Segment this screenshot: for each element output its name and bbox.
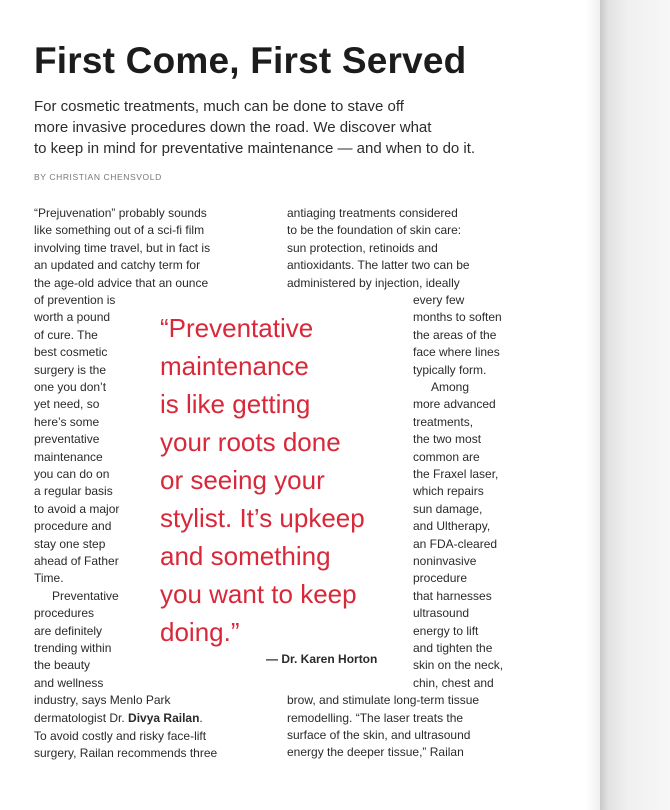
body-line xyxy=(34,710,203,727)
body-line: Among xyxy=(431,380,470,394)
body-line: sun damage, xyxy=(413,501,483,516)
dek-line: more invasive procedures down the road. We discover what xyxy=(34,119,432,136)
body-line: which repairs xyxy=(413,484,484,499)
body-line: are definitely xyxy=(34,623,103,638)
body-line: Time. xyxy=(34,571,64,586)
body-line: and Ultherapy, xyxy=(413,519,491,534)
body-line: antioxidants. The latter two can be xyxy=(287,258,470,273)
body-line: that harnesses xyxy=(413,588,492,603)
body-line: a regular basis xyxy=(34,484,113,499)
body-line: every few xyxy=(413,293,465,307)
body-line: procedures xyxy=(34,606,95,621)
pull-quote-line: and something xyxy=(160,541,331,571)
body-line: of cure. The xyxy=(34,327,98,342)
pull-quote-line: your roots done xyxy=(160,427,341,457)
pull-quote-line: stylist. It’s upkeep xyxy=(160,503,365,533)
body-line: yet need, so xyxy=(34,397,100,412)
body-line: an FDA-cleared xyxy=(413,536,498,551)
body-text: dermatologist Dr. xyxy=(34,711,129,725)
body-line: stay one step xyxy=(34,536,106,551)
body-line: surgery, Railan recommends three xyxy=(34,746,218,760)
body-line: best cosmetic xyxy=(34,345,108,360)
body-line: you can do on xyxy=(34,467,110,481)
article-dek xyxy=(34,96,574,159)
dek-line: For cosmetic treatments, much can be done to stave off xyxy=(34,98,404,115)
body-line: an updated and catchy term for xyxy=(34,258,201,273)
body-line: treatments, xyxy=(413,414,474,429)
body-line: the Fraxel laser, xyxy=(413,467,499,481)
body-line: more advanced xyxy=(413,397,496,412)
body-line: one you don’t xyxy=(34,380,107,394)
page-gutter xyxy=(600,0,670,810)
body-line: sun protection, retinoids and xyxy=(287,240,438,255)
body-line: energy the deeper tissue,” Railan xyxy=(287,745,464,760)
dermatologist-name: Divya Railan xyxy=(128,711,200,725)
body-line: To avoid costly and risky face-lift xyxy=(34,729,207,743)
body-line: the two most xyxy=(413,432,482,447)
body-line: brow, and stimulate long-term tissue xyxy=(287,693,480,708)
body-line: preventative xyxy=(34,432,100,447)
pull-quote xyxy=(160,309,405,651)
body-line: maintenance xyxy=(34,449,103,464)
body-line: the areas of the xyxy=(413,327,497,342)
body-line: to avoid a major xyxy=(34,501,120,516)
pull-quote-line: you want to keep xyxy=(160,579,357,609)
article-headline: First Come, First Served xyxy=(34,40,467,81)
pull-quote-line: is like getting xyxy=(160,389,311,419)
pull-quote-line: maintenance xyxy=(160,351,309,381)
body-line: here’s some xyxy=(34,414,100,429)
article-byline: BY CHRISTIAN CHENSVOLD xyxy=(34,172,162,182)
body-line: industry, says Menlo Park xyxy=(34,693,171,708)
body-line: remodelling. “The laser treats the xyxy=(287,710,464,725)
body-line: worth a pound xyxy=(34,310,111,325)
body-line: Preventative xyxy=(52,588,119,603)
body-line: surgery is the xyxy=(34,362,107,377)
body-line: procedure and xyxy=(34,519,112,534)
body-line: the age-old advice that an ounce xyxy=(34,275,209,290)
body-line: of prevention is xyxy=(34,293,116,307)
body-line: procedure xyxy=(413,571,468,586)
dek-line: to keep in mind for preventative maintenance — and when to do it. xyxy=(34,140,476,157)
body-line: administered by injection, ideally xyxy=(287,275,460,290)
pull-quote-line: or seeing your xyxy=(160,465,325,495)
body-line: common are xyxy=(413,449,480,464)
body-line: and wellness xyxy=(34,675,104,690)
body-line: “Prejuvenation” probably sounds xyxy=(34,206,207,220)
page-fold-shadow xyxy=(585,0,600,810)
body-line: the beauty xyxy=(34,658,91,673)
body-line: ultrasound xyxy=(413,606,470,621)
body-text: . xyxy=(199,711,203,725)
body-line: noninvasive xyxy=(413,554,477,568)
pull-quote-attribution: — Dr. Karen Horton xyxy=(266,652,378,666)
body-line: skin on the neck, xyxy=(413,658,504,673)
body-line: and tighten the xyxy=(413,641,493,655)
body-line: months to soften xyxy=(413,310,502,325)
pull-quote-line: “Preventative xyxy=(160,313,314,343)
body-line: surface of the skin, and ultrasound xyxy=(287,728,471,742)
body-line: energy to lift xyxy=(413,623,479,638)
body-line: chin, chest and xyxy=(413,675,494,690)
body-line: involving time travel, but in fact is xyxy=(34,240,211,255)
body-line: typically form. xyxy=(413,362,487,377)
pull-quote-line: doing.” xyxy=(160,617,240,647)
body-line: like something out of a sci-fi film xyxy=(34,223,205,238)
body-line: face where lines xyxy=(413,345,500,360)
body-line: trending within xyxy=(34,641,112,655)
body-line: to be the foundation of skin care: xyxy=(287,223,462,238)
body-line: ahead of Father xyxy=(34,554,119,568)
body-line: antiaging treatments considered xyxy=(287,206,458,220)
